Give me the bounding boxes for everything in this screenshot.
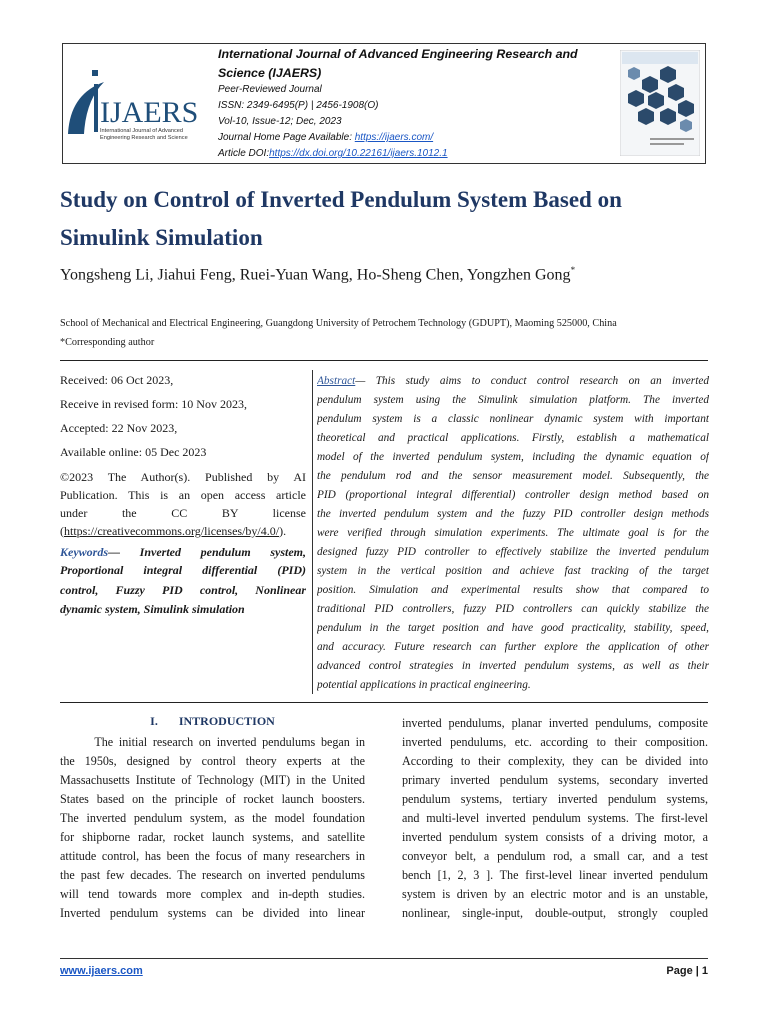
body-line-right: nonlinear, single-input, double-output, strongly coupled xyxy=(402,906,708,920)
peer-reviewed-label: Peer-Reviewed Journal xyxy=(218,84,322,95)
online-date: Available online: 05 Dec 2023 xyxy=(60,445,207,459)
doi-link[interactable]: https://dx.doi.org/10.22161/ijaers.1012.1 xyxy=(269,148,448,159)
abstract-line: position. Simulation and experimental results show that compared to xyxy=(317,584,709,596)
article-title: Study on Control of Inverted Pendulum System Based on Simulink Simulation xyxy=(60,187,622,250)
ijaers-logo xyxy=(64,64,214,144)
abstract-line: PID (proportional integral differential) controller design method based on xyxy=(317,489,709,501)
abstract-line: system in the vertical position and achieve fast tracking of the target xyxy=(317,565,709,577)
revised-date: Receive in revised form: 10 Nov 2023, xyxy=(60,397,247,411)
abstract-line: traditional PID controllers, fuzzy PID controllers can quickly stabilize the xyxy=(317,603,709,615)
copyright-line: Publication. This is an open access article xyxy=(60,488,306,502)
issn: ISSN: 2349-6495(P) | 2456-1908(O) xyxy=(218,100,379,111)
section-heading: I. INTRODUCTION xyxy=(150,714,275,728)
abstract-line: model of the inverted pendulum system, including the dynamic equation of xyxy=(317,451,709,463)
abstract-line: the pendulum rod and the sensor measurement model. Subsequently, the xyxy=(317,470,709,482)
affiliation: School of Mechanical and Electrical Engineering, Guangdong University of Petrochem Technology (GDUPT), Maoming 525000, China xyxy=(60,318,617,329)
homepage-link[interactable]: https://ijaers.com/ xyxy=(354,132,434,143)
doi-line: Article DOI:https://dx.doi.org/10.22161/ijaers.1012.1 xyxy=(218,148,448,159)
abstract-line: advanced control strategies in inverted pendulum systems, as well as their xyxy=(317,660,709,672)
abstract-line: the inverted pendulum system and the fuzzy PID controller design methods xyxy=(317,508,709,520)
abstract-line: pendulum system is a classic nonlinear dynamic system with important xyxy=(317,413,709,425)
footer-site-link[interactable]: www.ijaers.com xyxy=(60,965,143,977)
body-line-left: Massachusetts Institute of Technology (MIT) in the United xyxy=(60,773,365,787)
column-divider xyxy=(312,370,313,694)
bottom-divider xyxy=(60,702,708,703)
corresponding-author-note: *Corresponding author xyxy=(60,337,155,348)
abstract-line: pendulum in the target position and have good practicality, stability, speed, xyxy=(317,622,709,634)
abstract-line: and accuracy. Future research can further explore the application of other xyxy=(317,641,709,653)
keywords-line: control, Fuzzy PID control, Nonlinear xyxy=(60,583,306,597)
body-line-right: bench [1, 2, 3 ]. The first-level linear inverted pendulum xyxy=(402,868,708,882)
body-line-right: system is driven by an electric motor and is an unstable, xyxy=(402,887,708,901)
abstract-line: designed fuzzy PID controller to effectively stabilize the inverted pendulum xyxy=(317,546,709,558)
abstract-line: pendulum system using the Simulink simulation platform. The inverted xyxy=(317,394,709,406)
body-line-right: and multi-level inverted pendulum systems. The first-level xyxy=(402,811,708,825)
body-line-right: inverted pendulums, etc. according to their composition. xyxy=(402,735,708,749)
body-line-left: attitude control, has been the focus of many researchers in xyxy=(60,849,365,863)
abstract-line: were verified through simulation experiments. The ultimate goal is for the xyxy=(317,527,709,539)
abstract-line: theoretical and practical applications. Firstly, establish a mathematical xyxy=(317,432,709,444)
top-divider xyxy=(60,360,708,361)
body-line-right: conveyor belt, a pendulum rod, a small car, and a test xyxy=(402,849,708,863)
author-list: Yongsheng Li, Jiahui Feng, Ruei-Yuan Wang, Ho-Sheng Chen, Yongzhen Gong* xyxy=(60,265,576,284)
license-line: (https://creativecommons.org/licenses/by/4.0/). xyxy=(60,524,287,538)
copyright-line: ©2023 The Author(s). Published by AI xyxy=(60,470,306,484)
homepage-line: Journal Home Page Available: https://ijaers.com/ xyxy=(218,132,434,143)
journal-cover-image xyxy=(620,50,700,156)
page-number: Page | 1 xyxy=(666,965,708,977)
license-link[interactable]: https://creativecommons.org/licenses/by/4.0/ xyxy=(64,524,280,538)
body-line-right: inverted pendulums, planar inverted pendulums, composite xyxy=(402,716,708,730)
body-line-right: pendulum systems, tertiary inverted pendulum systems, xyxy=(402,792,708,806)
keywords-line: dynamic system, Simulink simulation xyxy=(60,602,245,616)
keywords-label: Keywords xyxy=(60,545,108,559)
body-line-left: States based on the principle of rocket launch boosters. xyxy=(60,792,365,806)
body-line-left: for shipborne radar, rocket launch systems, and satellite xyxy=(60,830,365,844)
abstract-line: Abstract— This study aims to conduct control research on an inverted xyxy=(317,375,709,387)
volume-issue: Vol-10, Issue-12; Dec, 2023 xyxy=(218,116,342,127)
body-line-right: primary inverted pendulum systems, secondary inverted xyxy=(402,773,708,787)
body-line-left: The inverted pendulum system, as the model foundation xyxy=(60,811,365,825)
body-line-left: the 1950s, designed by control theory experts at the xyxy=(60,754,365,768)
accepted-date: Accepted: 22 Nov 2023, xyxy=(60,421,178,435)
journal-title: International Journal of Advanced Engineering Research and Science (IJAERS) xyxy=(218,47,578,80)
body-line-left: Inverted pendulum systems can be divided into linear xyxy=(60,906,365,920)
svg-text:Engineering Research and Scien: Engineering Research and Science xyxy=(100,135,188,141)
logo-wordmark: IJAERS xyxy=(100,96,199,129)
body-line-right: According to their complexity, they can be divided into xyxy=(402,754,708,768)
body-line-left: The initial research on inverted pendulums began in xyxy=(60,735,365,749)
copyright-line: under the CC BY license xyxy=(60,506,306,520)
body-line-left: the past few decades. The research on inverted pendulums xyxy=(60,868,365,882)
svg-text:International Journal of Advan: International Journal of Advanced xyxy=(100,128,184,134)
received-date: Received: 06 Oct 2023, xyxy=(60,373,174,387)
abstract-label: Abstract xyxy=(317,375,356,387)
abstract-line: potential applications in practical engineering. xyxy=(317,679,531,691)
keywords-line: Keywords— Inverted pendulum system, xyxy=(60,545,306,559)
footer-divider xyxy=(60,958,708,959)
keywords-line: Proportional integral differential (PID) xyxy=(60,563,306,577)
body-line-left: will tend towards more complex and in-depth studies. xyxy=(60,887,365,901)
body-line-right: inverted pendulum system consists of a driving motor, a xyxy=(402,830,708,844)
